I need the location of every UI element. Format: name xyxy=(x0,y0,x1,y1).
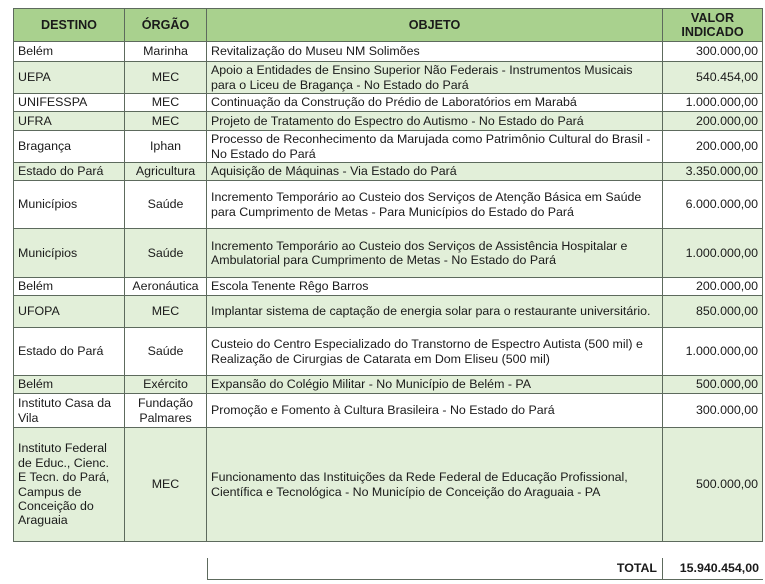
valor-cell: 200.000,00 xyxy=(663,112,763,131)
objeto-cell: Apoio a Entidades de Ensino Superior Não Federais - Instrumentos Musicais para o Liceu de Bragança - No Estado do Pará xyxy=(207,62,663,94)
valor-cell: 1.000.000,00 xyxy=(663,229,763,278)
destino-cell: Belém xyxy=(14,376,125,394)
valor-cell: 200.000,00 xyxy=(663,278,763,296)
objeto-cell: Projeto de Tratamento do Espectro do Autismo - No Estado do Pará xyxy=(207,112,663,131)
orgao-cell: MEC xyxy=(125,94,207,112)
valor-cell: 1.000.000,00 xyxy=(663,328,763,376)
total-row xyxy=(207,558,763,580)
orgao-cell: Aeronáutica xyxy=(125,278,207,296)
valor-cell: 300.000,00 xyxy=(663,394,763,428)
orgao-cell: MEC xyxy=(125,296,207,328)
objeto-cell: Continuação da Construção do Prédio de Laboratórios em Marabá xyxy=(207,94,663,112)
orgao-cell: Iphan xyxy=(125,131,207,163)
header-orgao: ÓRGÃO xyxy=(125,9,207,42)
table-body xyxy=(14,42,763,542)
table-row xyxy=(14,296,763,328)
total-label: TOTAL xyxy=(616,561,657,575)
objeto-cell: Custeio do Centro Especializado do Transtorno de Espectro Autista (500 mil) e Realização de Cirurgias de Catarata em Dom Eliseu (500 mil) xyxy=(207,328,663,376)
orgao-cell: Exército xyxy=(125,376,207,394)
header-valor xyxy=(663,9,763,42)
header-valor-line1: VALOR xyxy=(690,10,735,25)
objeto-cell: Implantar sistema de captação de energia solar para o restaurante universitário. xyxy=(207,296,663,328)
orgao-cell: Fundação Palmares xyxy=(125,394,207,428)
destino-cell: Municípios xyxy=(14,229,125,278)
header-destino: DESTINO xyxy=(14,9,125,42)
table-row xyxy=(14,376,763,394)
valor-cell: 300.000,00 xyxy=(663,42,763,62)
objeto-cell: Funcionamento das Instituições da Rede Federal de Educação Profissional, Científica e Tecnológica - No Município de Conceição do Araguaia - PA xyxy=(207,428,663,542)
valor-cell: 3.350.000,00 xyxy=(663,163,763,181)
objeto-cell: Escola Tenente Rêgo Barros xyxy=(207,278,663,296)
destino-cell: Instituto Federal de Educ., Cienc. E Tecn. do Pará, Campus de Conceição do Araguaia xyxy=(14,428,125,542)
objeto-cell: Promoção e Fomento à Cultura Brasileira - No Estado do Pará xyxy=(207,394,663,428)
objeto-cell: Processo de Reconhecimento da Marujada como Patrimônio Cultural do Brasil - No Estado do Pará xyxy=(207,131,663,163)
orgao-cell: MEC xyxy=(125,428,207,542)
table-row xyxy=(14,229,763,278)
valor-cell: 1.000.000,00 xyxy=(663,94,763,112)
destino-cell: Bragança xyxy=(14,131,125,163)
destino-cell: Estado do Pará xyxy=(14,163,125,181)
orgao-cell: Agricultura xyxy=(125,163,207,181)
objeto-cell: Incremento Temporário ao Custeio dos Serviços de Atenção Básica em Saúde para Cumprimento de Metas - Para Municípios do Estado do Pará xyxy=(207,181,663,229)
orgao-cell: MEC xyxy=(125,112,207,131)
destino-cell: UEPA xyxy=(14,62,125,94)
destino-cell: Belém xyxy=(14,278,125,296)
valor-cell: 6.000.000,00 xyxy=(663,181,763,229)
header-objeto: OBJETO xyxy=(207,9,663,42)
table-row xyxy=(14,94,763,112)
destino-cell: UFOPA xyxy=(14,296,125,328)
valor-cell: 850.000,00 xyxy=(663,296,763,328)
valor-cell: 500.000,00 xyxy=(663,428,763,542)
header-valor-line2: INDICADO xyxy=(681,25,744,39)
table-row xyxy=(14,278,763,296)
objeto-cell: Incremento Temporário ao Custeio dos Serviços de Assistência Hospitalar e Ambulatorial para Cumprimento de Metas - No Estado do Pará xyxy=(207,229,663,278)
destino-cell: Estado do Pará xyxy=(14,328,125,376)
table-row xyxy=(14,428,763,542)
objeto-cell: Revitalização do Museu NM Solimões xyxy=(207,42,663,62)
orgao-cell: MEC xyxy=(125,62,207,94)
destino-cell: Municípios xyxy=(14,181,125,229)
objeto-cell: Aquisição de Máquinas - Via Estado do Pará xyxy=(207,163,663,181)
destino-cell: Belém xyxy=(14,42,125,62)
objeto-cell: Expansão do Colégio Militar - No Município de Belém - PA xyxy=(207,376,663,394)
table-row xyxy=(14,42,763,62)
total-divider xyxy=(662,558,663,579)
table-row xyxy=(14,131,763,163)
valor-cell: 540.454,00 xyxy=(663,62,763,94)
valor-cell: 200.000,00 xyxy=(663,131,763,163)
total-value: 15.940.454,00 xyxy=(679,561,759,575)
table-row xyxy=(14,163,763,181)
destino-cell: Instituto Casa da Vila xyxy=(14,394,125,428)
orgao-cell: Marinha xyxy=(125,42,207,62)
table-row xyxy=(14,112,763,131)
orgao-cell: Saúde xyxy=(125,328,207,376)
appropriations-table xyxy=(13,8,763,542)
valor-cell: 500.000,00 xyxy=(663,376,763,394)
table-row xyxy=(14,394,763,428)
destino-cell: UNIFESSPA xyxy=(14,94,125,112)
table-row xyxy=(14,62,763,94)
table-row xyxy=(14,181,763,229)
destino-cell: UFRA xyxy=(14,112,125,131)
orgao-cell: Saúde xyxy=(125,181,207,229)
orgao-cell: Saúde xyxy=(125,229,207,278)
table-header-row xyxy=(14,9,763,42)
table-row xyxy=(14,328,763,376)
